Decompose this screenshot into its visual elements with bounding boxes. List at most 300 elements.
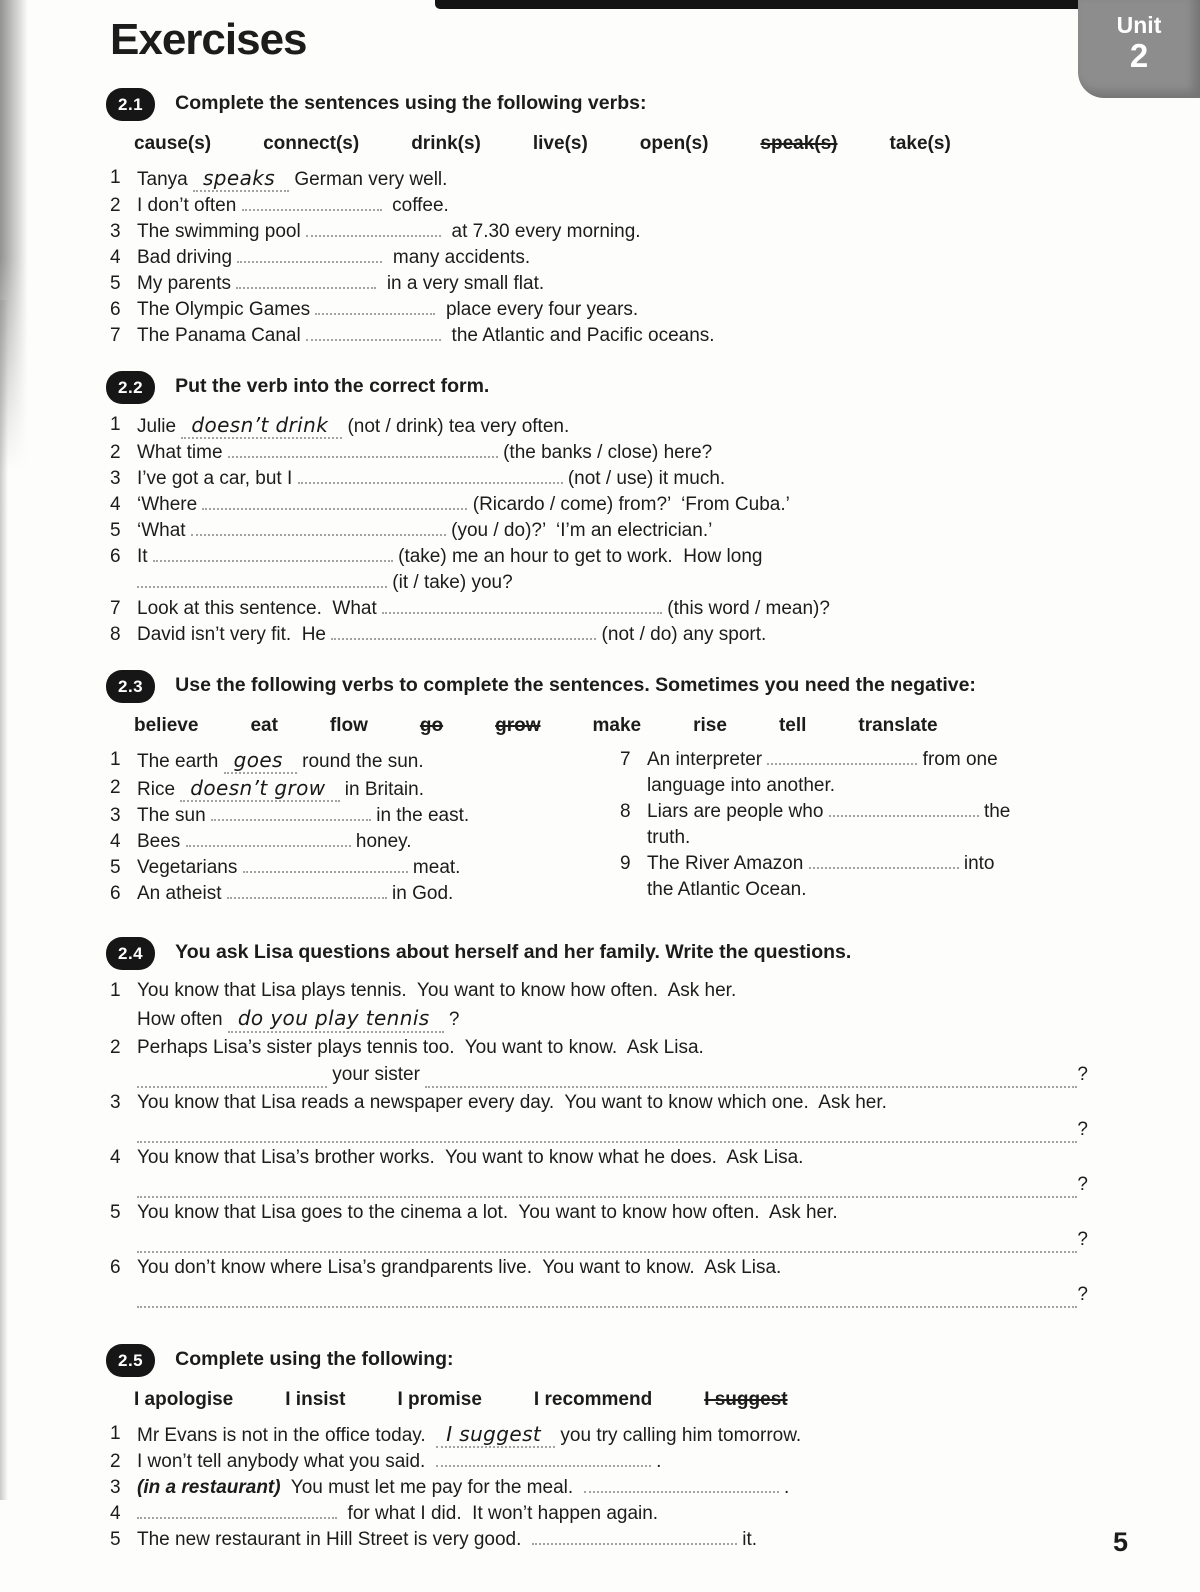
word-bank-item: cause(s) bbox=[134, 133, 212, 154]
sentence-text: (you / do)?’ ‘I’m an electrician.’ bbox=[445, 520, 713, 541]
exercise-item bbox=[110, 1090, 1088, 1145]
word-bank-item: make bbox=[592, 715, 642, 736]
item-content bbox=[137, 1255, 1088, 1310]
sentence-text: (in a restaurant) bbox=[137, 1477, 281, 1498]
exercise-item bbox=[110, 596, 1088, 622]
sentence-line bbox=[137, 245, 1088, 271]
item-content bbox=[137, 747, 578, 775]
exercise-instruction: Complete the sentences using the following verbs: bbox=[175, 92, 647, 114]
sentence-text: the bbox=[978, 801, 1011, 822]
sentence-text: What time bbox=[137, 442, 228, 463]
item-number: 2 bbox=[110, 1037, 121, 1058]
word-bank bbox=[134, 713, 1088, 739]
item-number: 2 bbox=[110, 1451, 121, 1472]
answer-blank bbox=[236, 274, 376, 289]
exercise-instruction: You ask Lisa questions about herself and her family. Write the questions. bbox=[175, 941, 852, 963]
item-content bbox=[137, 466, 1088, 492]
item-content bbox=[137, 440, 1088, 466]
left-scan-shadow bbox=[0, 300, 8, 1500]
sentence-line bbox=[137, 297, 1088, 323]
sentence-line bbox=[647, 851, 1088, 903]
item-content bbox=[137, 492, 1088, 518]
item-number: 8 bbox=[110, 624, 121, 645]
exercise-item bbox=[110, 1501, 1088, 1527]
item-content bbox=[137, 622, 1088, 648]
sentence-line bbox=[137, 829, 578, 855]
sentence-line bbox=[137, 412, 1088, 440]
sentence-line bbox=[137, 978, 1088, 1004]
page-number: 5 bbox=[1112, 1527, 1128, 1557]
item-number: 2 bbox=[110, 195, 121, 216]
item-content bbox=[137, 412, 1088, 440]
exercise-item bbox=[110, 1035, 1088, 1090]
answer-blank bbox=[137, 1128, 1077, 1143]
exercise-2-3 bbox=[110, 670, 1088, 907]
sentence-line bbox=[137, 1145, 1088, 1171]
exercise-item bbox=[620, 799, 1088, 851]
word-bank-item: tell bbox=[778, 715, 807, 736]
sentence-text: honey. bbox=[350, 831, 412, 852]
page-title: Exercises bbox=[110, 15, 307, 64]
page-content bbox=[110, 8, 1088, 1553]
answer-line bbox=[137, 1062, 1088, 1088]
sentence-line bbox=[137, 1200, 1088, 1226]
item-number: 4 bbox=[110, 1503, 121, 1524]
word-bank-item: grow bbox=[495, 715, 541, 736]
sentence-text: many accidents. bbox=[382, 247, 531, 268]
sentence-text: How often bbox=[137, 1009, 228, 1030]
sentence-line bbox=[137, 881, 578, 907]
answer-blank bbox=[382, 599, 662, 614]
exercise-item bbox=[110, 1145, 1088, 1200]
sentence-text: The Panama Canal bbox=[137, 325, 306, 346]
handwritten-answer: speaks bbox=[193, 166, 289, 192]
sentence-text: the Atlantic and Pacific oceans. bbox=[441, 325, 715, 346]
sentence-text: for what I did. It won’t happen again. bbox=[337, 1503, 659, 1524]
item-number: 5 bbox=[110, 520, 121, 541]
sentence-text: ‘Where bbox=[137, 494, 203, 515]
sentence-text: You don’t know where Lisa’s grandparents live. You want to know. Ask Lisa. bbox=[137, 1257, 782, 1278]
handwritten-answer: do you play tennis bbox=[228, 1005, 444, 1033]
sentence-line bbox=[137, 1255, 1088, 1281]
answer-blank bbox=[532, 1530, 737, 1545]
sentence-text: The sun bbox=[137, 805, 211, 826]
exercise-items bbox=[110, 165, 1088, 349]
word-bank-item: connect(s) bbox=[263, 133, 360, 154]
sentence-text: your sister bbox=[327, 1064, 426, 1085]
answer-line bbox=[137, 1282, 1088, 1308]
sentence-text: Perhaps Lisa’s sister plays tennis too. You want to know. Ask Lisa. bbox=[137, 1037, 704, 1058]
exercise-item bbox=[620, 851, 1088, 903]
sentence-text: The earth bbox=[137, 751, 224, 772]
answer-blank bbox=[809, 854, 959, 869]
sentence-line bbox=[137, 1475, 1088, 1501]
sentence-text: the Atlantic Ocean. bbox=[647, 879, 807, 900]
answer-blank bbox=[227, 884, 387, 899]
item-content bbox=[137, 1200, 1088, 1255]
sentence-text: Julie bbox=[137, 416, 182, 437]
sentence-text: Rice bbox=[137, 779, 181, 800]
answer-blank bbox=[137, 1073, 327, 1088]
sentence-text: The River Amazon bbox=[647, 853, 809, 874]
item-content bbox=[137, 323, 1088, 349]
item-number: 2 bbox=[110, 777, 121, 798]
sentence-text: I don’t often bbox=[137, 195, 242, 216]
item-number: 5 bbox=[110, 857, 121, 878]
handwritten-answer: doesn’t drink bbox=[181, 413, 342, 439]
item-number: 7 bbox=[110, 325, 121, 346]
sentence-text: You know that Lisa’s brother works. You want to know what he does. Ask Lisa. bbox=[137, 1147, 804, 1168]
item-number: 6 bbox=[110, 299, 121, 320]
sentence-text: You know that Lisa plays tennis. You want to know how often. Ask her. bbox=[137, 980, 737, 1001]
sentence-text: Bad driving bbox=[137, 247, 238, 268]
sentence-line bbox=[137, 803, 578, 829]
sentence-line bbox=[137, 1035, 1088, 1061]
item-content bbox=[137, 803, 578, 829]
item-content bbox=[137, 544, 1088, 596]
word-bank-item: speak(s) bbox=[760, 133, 838, 154]
answer-blank bbox=[298, 469, 563, 484]
sentence-text: Vegetarians bbox=[137, 857, 243, 878]
item-number: 5 bbox=[110, 1202, 121, 1223]
sentence-text: My parents bbox=[137, 273, 237, 294]
item-content bbox=[137, 775, 578, 803]
exercise-item bbox=[110, 829, 578, 855]
answer-blank bbox=[153, 547, 393, 562]
item-content bbox=[137, 1527, 1088, 1553]
word-bank bbox=[134, 1387, 1088, 1413]
item-content bbox=[137, 978, 1088, 1035]
item-number: 6 bbox=[110, 1257, 121, 1278]
exercise-header bbox=[110, 937, 1088, 970]
answer-blank bbox=[191, 521, 446, 536]
sentence-text: Mr Evans is not in the office today. bbox=[137, 1425, 437, 1446]
exercise-item bbox=[110, 440, 1088, 466]
sentence-text: from one bbox=[917, 749, 998, 770]
answer-blank bbox=[767, 750, 917, 765]
item-content bbox=[137, 193, 1088, 219]
item-content bbox=[137, 1421, 1088, 1449]
word-bank-item: believe bbox=[134, 715, 199, 736]
exercise-item bbox=[110, 245, 1088, 271]
sentence-line bbox=[137, 1090, 1088, 1116]
sentence-text: (the banks / close) here? bbox=[497, 442, 713, 463]
sentence-text: in a very small flat. bbox=[376, 273, 545, 294]
word-bank bbox=[134, 131, 1088, 157]
exercise-items bbox=[110, 1421, 1088, 1553]
answer-line bbox=[137, 1227, 1088, 1253]
sentence-line bbox=[137, 747, 578, 775]
sentence-line bbox=[137, 492, 1088, 518]
sentence-text: You know that Lisa reads a newspaper every day. You want to know which one. Ask her. bbox=[137, 1092, 887, 1113]
item-content bbox=[137, 855, 578, 881]
item-number: 8 bbox=[620, 801, 631, 822]
sentence-text: (Ricardo / come) from?’ ‘From Cuba.’ bbox=[467, 494, 790, 515]
item-number: 4 bbox=[110, 831, 121, 852]
sentence-text: . bbox=[778, 1477, 790, 1498]
item-content bbox=[137, 518, 1088, 544]
exercise-column bbox=[110, 747, 578, 907]
sentence-text: ? bbox=[1077, 1064, 1088, 1085]
exercise-badge: 2.1 bbox=[106, 88, 155, 121]
sentence-line bbox=[137, 1501, 1088, 1527]
exercise-header bbox=[110, 371, 1088, 404]
word-bank-item: I insist bbox=[285, 1389, 346, 1410]
exercise-item bbox=[110, 747, 578, 775]
word-bank-item: translate bbox=[858, 715, 938, 736]
sentence-text: Look at this sentence. What bbox=[137, 598, 383, 619]
word-bank-item: live(s) bbox=[532, 133, 588, 154]
exercise-item bbox=[110, 466, 1088, 492]
exercise-item bbox=[110, 323, 1088, 349]
exercise-badge: 2.3 bbox=[106, 670, 155, 703]
exercise-header bbox=[110, 670, 1088, 703]
handwritten-answer: goes bbox=[224, 748, 297, 774]
unit-label: Unit bbox=[1116, 12, 1162, 38]
item-content bbox=[137, 829, 578, 855]
answer-blank bbox=[202, 495, 467, 510]
sentence-text: coffee. bbox=[381, 195, 449, 216]
unit-number: 2 bbox=[1129, 37, 1149, 74]
handwritten-answer: doesn’t grow bbox=[180, 776, 339, 802]
exercise-item bbox=[110, 775, 578, 803]
sentence-line bbox=[137, 271, 1088, 297]
sentence-text: An atheist bbox=[137, 883, 227, 904]
sentence-text: you try calling him tomorrow. bbox=[555, 1425, 802, 1446]
sentence-text: (not / do) any sport. bbox=[596, 624, 767, 645]
sentence-line bbox=[137, 1527, 1088, 1553]
sentence-text: I’ve got a car, but I bbox=[137, 468, 298, 489]
exercise-item bbox=[110, 803, 578, 829]
unit-tab bbox=[1078, 0, 1200, 98]
sentence-text: at 7.30 every morning. bbox=[440, 221, 641, 242]
sentence-line bbox=[137, 596, 1088, 622]
answer-blank bbox=[228, 443, 498, 458]
exercise-badge: 2.2 bbox=[106, 371, 155, 404]
word-bank-item: rise bbox=[693, 715, 727, 736]
item-content bbox=[647, 851, 1088, 903]
answer-blank bbox=[315, 300, 435, 315]
sentence-text: into bbox=[958, 853, 995, 874]
exercise-column bbox=[620, 747, 1088, 907]
sentence-text: An interpreter bbox=[647, 749, 768, 770]
sentence-text: (not / drink) tea very often. bbox=[342, 416, 570, 437]
exercise-item bbox=[110, 1449, 1088, 1475]
sentence-text: meat. bbox=[407, 857, 461, 878]
item-number: 3 bbox=[110, 1477, 121, 1498]
sentence-line bbox=[647, 747, 1088, 799]
word-bank-item: I recommend bbox=[533, 1389, 653, 1410]
item-number: 4 bbox=[110, 494, 121, 515]
sentence-text: . bbox=[650, 1451, 662, 1472]
exercise-header bbox=[110, 1344, 1088, 1377]
exercise-item bbox=[110, 881, 578, 907]
sentence-line bbox=[137, 1421, 1088, 1449]
answer-blank bbox=[137, 1183, 1077, 1198]
item-number: 7 bbox=[110, 598, 121, 619]
item-number: 1 bbox=[110, 980, 121, 1001]
sentence-line bbox=[647, 799, 1088, 851]
sentence-text: ‘What bbox=[137, 520, 191, 541]
sentence-text: it. bbox=[736, 1529, 758, 1550]
answer-blank bbox=[186, 832, 351, 847]
sentence-text: language into another. bbox=[647, 775, 836, 796]
exercise-item bbox=[110, 1200, 1088, 1255]
answer-blank bbox=[436, 1452, 651, 1467]
answer-blank bbox=[243, 858, 408, 873]
sentence-line bbox=[137, 775, 578, 803]
exercise-item bbox=[110, 1527, 1088, 1553]
item-number: 1 bbox=[110, 414, 121, 435]
word-bank-item: take(s) bbox=[889, 133, 951, 154]
word-bank-item: drink(s) bbox=[411, 133, 481, 154]
item-content bbox=[137, 1501, 1088, 1527]
exercise-badge: 2.4 bbox=[106, 937, 155, 970]
word-bank-item: go bbox=[419, 715, 444, 736]
answer-blank bbox=[331, 625, 596, 640]
item-content bbox=[137, 1475, 1088, 1501]
exercise-item bbox=[110, 165, 1088, 193]
word-bank-item: I apologise bbox=[134, 1389, 234, 1410]
answer-blank bbox=[242, 196, 382, 211]
exercise-item bbox=[110, 855, 578, 881]
answer-blank bbox=[137, 573, 387, 588]
sentence-text: I won’t tell anybody what you said. bbox=[137, 1451, 436, 1472]
sentence-text: You must let me pay for the meal. bbox=[280, 1477, 584, 1498]
exercise-instruction: Complete using the following: bbox=[175, 1348, 454, 1370]
sentence-text: The Olympic Games bbox=[137, 299, 316, 320]
word-bank-item: eat bbox=[250, 715, 278, 736]
sentence-text: (it / take) you? bbox=[387, 572, 513, 593]
exercise-item bbox=[110, 978, 1088, 1035]
answer-blank bbox=[306, 222, 441, 237]
exercise-instruction: Put the verb into the correct form. bbox=[175, 375, 490, 397]
handwritten-answer: I suggest bbox=[436, 1422, 555, 1448]
item-content bbox=[137, 245, 1088, 271]
answer-blank bbox=[237, 248, 382, 263]
word-bank-item: open(s) bbox=[639, 133, 709, 154]
exercise-items bbox=[110, 747, 1088, 907]
exercise-item bbox=[110, 219, 1088, 245]
sentence-text: (not / use) it much. bbox=[562, 468, 726, 489]
answer-blank bbox=[137, 1504, 337, 1519]
answer-blank bbox=[306, 326, 441, 341]
item-content bbox=[137, 1145, 1088, 1200]
sentence-text: ? bbox=[443, 1009, 460, 1030]
item-number: 1 bbox=[110, 749, 121, 770]
item-number: 4 bbox=[110, 1147, 121, 1168]
sentence-text: It bbox=[137, 546, 153, 567]
answer-blank bbox=[584, 1478, 779, 1493]
exercise-2-2 bbox=[110, 371, 1088, 648]
item-number: 6 bbox=[110, 546, 121, 567]
sentence-text: (this word / mean)? bbox=[662, 598, 830, 619]
word-bank-item: I promise bbox=[397, 1389, 482, 1410]
exercise-instruction: Use the following verbs to complete the sentences. Sometimes you need the negative: bbox=[175, 674, 976, 696]
exercise-badge: 2.5 bbox=[106, 1344, 155, 1377]
sentence-text: Liars are people who bbox=[647, 801, 829, 822]
exercise-item bbox=[110, 1421, 1088, 1449]
exercise-item bbox=[110, 412, 1088, 440]
exercise-item bbox=[110, 1475, 1088, 1501]
exercise-item bbox=[620, 747, 1088, 799]
sentence-line bbox=[137, 466, 1088, 492]
sentence-text: The new restaurant in Hill Street is very good. bbox=[137, 1529, 532, 1550]
sentence-line bbox=[137, 518, 1088, 544]
item-number: 2 bbox=[110, 442, 121, 463]
item-number: 3 bbox=[110, 468, 121, 489]
item-number: 1 bbox=[110, 1423, 121, 1444]
answer-line bbox=[137, 1172, 1088, 1198]
exercise-2-5 bbox=[110, 1344, 1088, 1553]
sentence-text: The swimming pool bbox=[137, 221, 306, 242]
item-number: 3 bbox=[110, 221, 121, 242]
answer-blank bbox=[829, 802, 979, 817]
exercise-item bbox=[110, 492, 1088, 518]
item-content bbox=[137, 1449, 1088, 1475]
sentence-line bbox=[137, 544, 1088, 596]
item-number: 3 bbox=[110, 805, 121, 826]
answer-blank bbox=[211, 806, 371, 821]
sentence-text: (take) me an hour to get to work. How long bbox=[392, 546, 763, 567]
item-number: 5 bbox=[110, 1529, 121, 1550]
sentence-text: truth. bbox=[647, 827, 691, 848]
word-bank-item: I suggest bbox=[704, 1389, 788, 1410]
exercise-item bbox=[110, 1255, 1088, 1310]
exercise-item bbox=[110, 271, 1088, 297]
exercise-2-1 bbox=[110, 88, 1088, 349]
sentence-line bbox=[137, 1449, 1088, 1475]
sentence-text: in God. bbox=[386, 883, 454, 904]
sentence-text: Bees bbox=[137, 831, 186, 852]
item-number: 6 bbox=[110, 883, 121, 904]
sentence-line bbox=[137, 622, 1088, 648]
sentence-text: Tanya bbox=[137, 169, 193, 190]
exercise-item bbox=[110, 518, 1088, 544]
exercise-items bbox=[110, 978, 1088, 1310]
sentence-text: You know that Lisa goes to the cinema a lot. You want to know how often. Ask her. bbox=[137, 1202, 838, 1223]
sentence-text: in Britain. bbox=[339, 779, 424, 800]
sentence-text: place every four years. bbox=[435, 299, 639, 320]
item-number: 1 bbox=[110, 167, 121, 188]
sentence-line bbox=[137, 855, 578, 881]
sentence-line bbox=[137, 193, 1088, 219]
sentence-text: round the sun. bbox=[296, 751, 424, 772]
sentence-line bbox=[137, 440, 1088, 466]
exercise-item bbox=[110, 544, 1088, 596]
sentence-text: German very well. bbox=[289, 169, 448, 190]
item-number: 9 bbox=[620, 853, 631, 874]
answer-line bbox=[137, 1117, 1088, 1143]
exercise-item bbox=[110, 193, 1088, 219]
item-number: 7 bbox=[620, 749, 631, 770]
answer-blank bbox=[137, 1293, 1077, 1308]
sentence-text: David isn’t very fit. He bbox=[137, 624, 332, 645]
exercise-2-4 bbox=[110, 937, 1088, 1310]
exercise-items bbox=[110, 412, 1088, 648]
sentence-line bbox=[137, 323, 1088, 349]
item-content bbox=[647, 747, 1088, 799]
item-content bbox=[137, 881, 578, 907]
item-number: 4 bbox=[110, 247, 121, 268]
item-content bbox=[137, 271, 1088, 297]
sentence-text: ? bbox=[1077, 1119, 1088, 1140]
item-content bbox=[137, 219, 1088, 245]
item-content bbox=[647, 799, 1088, 851]
exercise-item bbox=[110, 297, 1088, 323]
item-number: 5 bbox=[110, 273, 121, 294]
item-content bbox=[137, 1090, 1088, 1145]
